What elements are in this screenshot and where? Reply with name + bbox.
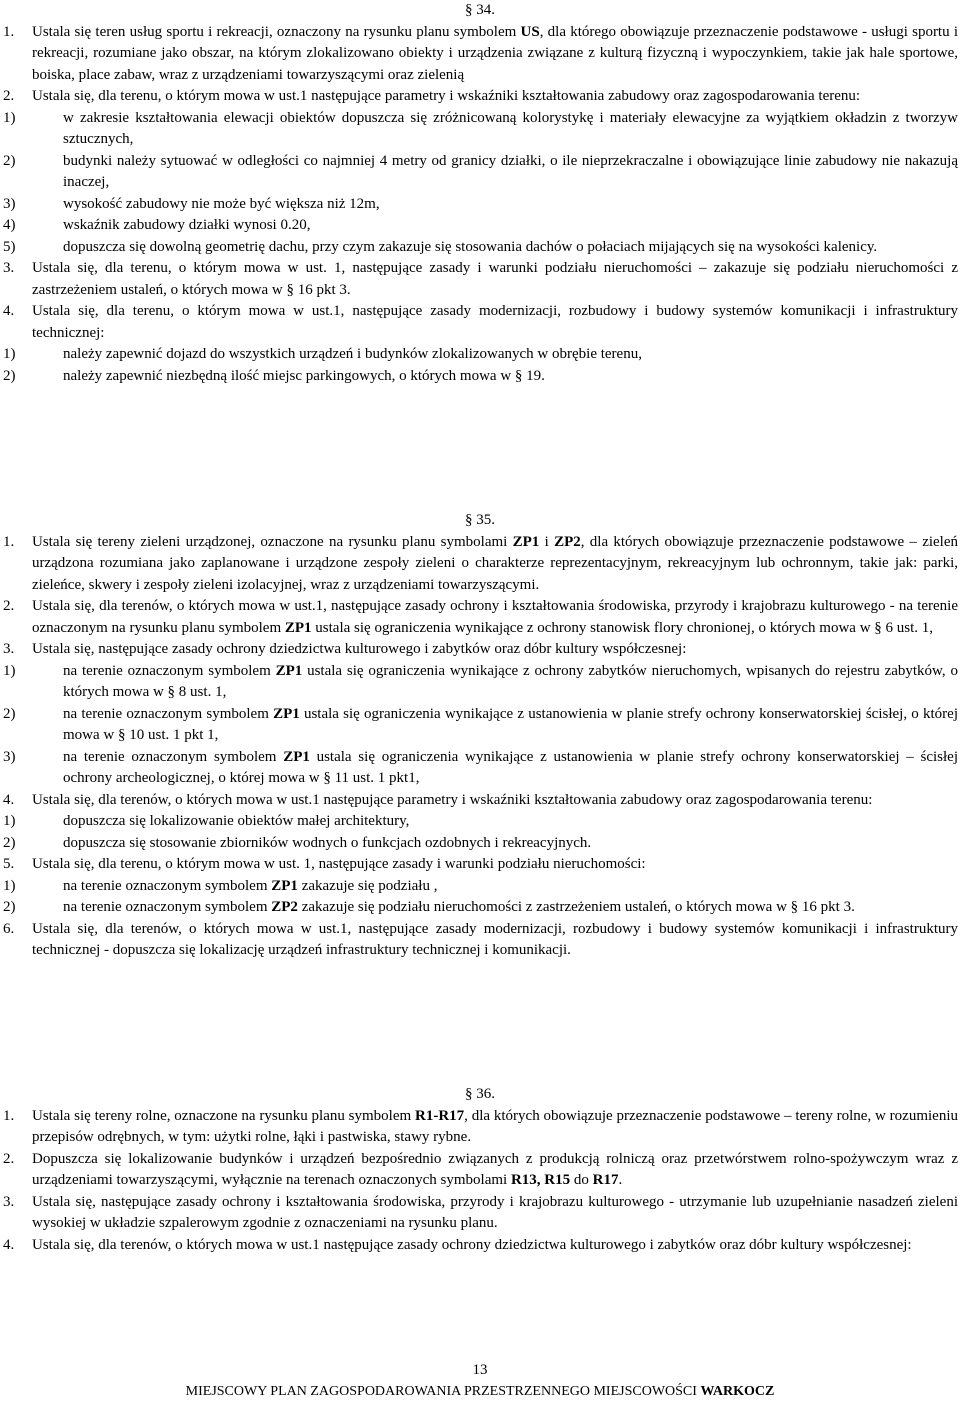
paragraph <box>0 532 960 597</box>
paragraph <box>0 639 960 661</box>
paragraph-number: 5. <box>3 856 15 872</box>
subpoint-number: 2) <box>3 152 16 169</box>
text-run: na terenie oznaczonym symbolem <box>63 877 272 894</box>
paragraph-number: 3. <box>3 260 15 276</box>
paragraph <box>0 596 960 639</box>
paragraph <box>0 258 960 301</box>
paragraph <box>0 854 960 876</box>
subpoint <box>0 661 960 704</box>
subpoint <box>0 833 960 855</box>
symbol-bold: ZP1 <box>284 619 312 636</box>
text-run: Ustala się, następujące zasady ochrony i kształtowania środowiska, przyrody i krajobrazu kulturowego - utrzymanie lub uzupełnianie nasadzeń zieleni wysokiej w układzie szpalerowym zgodnie z oznaczeniami na rysunku planu. <box>32 1193 958 1231</box>
subpoint-number: 4) <box>3 217 16 233</box>
text-run: na terenie oznaczonym symbolem <box>63 662 276 679</box>
text-run: Ustala się, dla terenów, o których mowa w ust.1, następujące zasady modernizacji, rozbudowy i budowy systemów komunikacji i infrastruktury technicznej - dopuszcza się lokalizację urządzeń infrastruktury technicznej i komunikacji. <box>32 920 958 958</box>
subpoint <box>0 897 960 919</box>
subpoint-number: 2) <box>3 705 16 722</box>
subpoint-number: 1) <box>3 662 16 679</box>
paragraph <box>0 1149 960 1192</box>
subpoint <box>0 151 960 194</box>
text-run: Ustala się, następujące zasady ochrony dziedzictwa kulturowego i zabytków oraz dóbr kultury współczesnej: <box>32 641 687 657</box>
symbol-bold: ZP1 <box>283 748 310 765</box>
text-run: zakazuje się podziału , <box>297 877 438 894</box>
text-run: Dopuszcza się lokalizowanie budynków i urządzeń bezpośrednio związanych z produkcją rolniczą oraz przetwórstwem rolno-spożywczym wraz z urządzeniami towarzyszącymi, wyłącznie na terenach oznaczonych symbolami <box>32 1150 958 1188</box>
text-run: należy zapewnić niezbędną ilość miejsc parkingowych, o których mowa w § 19. <box>63 367 545 384</box>
text-run: Ustala się, dla terenu, o którym mowa w ust.1 następujące parametry i wskaźniki kształtowania zabudowy oraz zagospodarowania terenu: <box>32 88 861 104</box>
subpoint <box>0 704 960 747</box>
text-run: Ustala się, dla terenów, o których mowa w ust.1 następujące parametry i wskaźniki kształtowania zabudowy oraz zagospodarowania terenu: <box>32 791 873 808</box>
section-heading: § 36. <box>465 1086 495 1102</box>
subpoint-number: 2) <box>3 367 16 384</box>
symbol-bold: R17 <box>592 1172 619 1188</box>
paragraph <box>0 1106 960 1149</box>
plan-title-prefix: MIEJSCOWY PLAN ZAGOSPODAROWANIA PRZESTRZENNEGO MIEJSCOWOŚCI <box>185 1384 701 1399</box>
subpoint <box>0 811 960 833</box>
text-run: dopuszcza się dowolną geometrię dachu, przy czym zakazuje się stosowania dachów o połaciach mijających się na wysokości kalenicy. <box>63 238 878 255</box>
paragraph-number: 2. <box>3 598 15 614</box>
text-run: ustala się ograniczenia wynikające z ochrony stanowisk flory chronionej, o których mowa w § 6 ust. 1, <box>311 619 934 636</box>
plan-title-place: WARKOCZ <box>700 1384 775 1399</box>
subpoint-number: 3) <box>3 195 16 212</box>
subpoint <box>0 215 960 237</box>
plan-title-footer <box>0 1381 960 1403</box>
text-run: Ustala się, dla terenu, o którym mowa w ust. 1, następujące zasady i warunki podziału nieruchomości: <box>32 856 646 872</box>
paragraph-number: 1. <box>3 533 15 550</box>
symbol-bold: ZP1 <box>512 533 540 550</box>
text-run: . <box>618 1172 623 1188</box>
section-35 <box>0 510 960 962</box>
subpoint <box>0 876 960 898</box>
text-run: , dla którego obowiązuje przeznaczenie podstawowe - usługi sportu i rekreacji, rozumiane jako obszar, na którym zlokalizowano obiekty i urządzenia związane z kulturą fizyczną i wypoczynkiem, takie jak hale sportowe, boiska, place zabaw, wraz z urządzeniami towarzyszącymi oraz zielenią <box>32 23 958 83</box>
text-run: na terenie oznaczonym symbolem <box>63 748 284 765</box>
subpoint-number: 1) <box>3 346 16 362</box>
text-run: ustala się ograniczenia wynikające z ochrony zabytków nieruchomych, wpisanych do rejestru zabytków, o których mowa w § 8 ust. 1, <box>63 662 958 700</box>
text-run: ustala się ograniczenia wynikające z ustanowienia w planie strefy ochrony konserwatorskiej ścisłej, o której mowa w § 10 ust. 1 pkt 1, <box>63 705 958 743</box>
subpoint-number: 1) <box>3 813 16 829</box>
paragraph-number: 3. <box>3 1193 15 1210</box>
text-run: dopuszcza się stosowanie zbiorników wodnych o funkcjach ozdobnych i rekreacyjnych. <box>63 834 592 851</box>
text-run: Ustala się, dla terenu, o którym mowa w ust. 1, następujące zasady i warunki podziału nieruchomości – zakazuje się podziału nieruchomości z zastrzeżeniem ustaleń, o których mowa w § 16 pkt 3. <box>32 260 958 298</box>
paragraph-number: 2. <box>3 1150 15 1167</box>
subpoint <box>0 194 960 216</box>
paragraph-number: 2. <box>3 88 15 104</box>
text-run: Ustala się, dla terenów, o których mowa w ust.1 następujące zasady ochrony dziedzictwa kulturowego i zabytków oraz dóbr kultury współczesnej: <box>32 1236 912 1253</box>
text-run: Ustala się, dla terenów, o których mowa w ust.1, następujące zasady ochrony i kształtowania środowiska, przyrody i krajobrazu kulturowego - na terenie oznaczonym na rysunku planu symbolem <box>32 598 958 636</box>
subpoint <box>0 237 960 259</box>
text-run: Ustala się tereny rolne, oznaczone na rysunku planu symbolem <box>32 1107 415 1124</box>
page-number: 13 <box>472 1362 488 1378</box>
symbol-bold: ZP1 <box>271 877 298 894</box>
symbol-bold: R13, R15 <box>510 1172 571 1188</box>
symbol-bold: US <box>520 23 540 40</box>
subpoint-number: 3) <box>3 748 16 765</box>
text-run: wysokość zabudowy nie może być większa niż 12m, <box>63 195 380 212</box>
subpoint <box>0 344 960 366</box>
paragraph-number: 6. <box>3 920 15 937</box>
text-run: Ustala się teren usług sportu i rekreacji, oznaczony na rysunku planu symbolem <box>32 23 521 40</box>
subpoint-number: 5) <box>3 238 16 255</box>
text-run: zakazuje się podziału nieruchomości z zastrzeżeniem ustaleń, o których mowa w § 16 pkt 3. <box>297 899 855 915</box>
subpoint-number: 1) <box>3 109 16 126</box>
paragraph <box>0 22 960 87</box>
section-heading: § 35. <box>465 512 495 528</box>
subpoint-number: 1) <box>3 877 16 894</box>
paragraph <box>0 919 960 962</box>
text-run: Ustala się tereny zieleni urządzonej, oznaczone na rysunku planu symbolami <box>32 533 513 550</box>
paragraph-number: 1. <box>3 1107 15 1124</box>
text-run: w zakresie kształtowania elewacji obiektów dopuszcza się zróżnicowaną kolorystykę i materiały elewacyjne za wyjątkiem okładzin z tworzyw sztucznych, <box>63 109 958 147</box>
subpoint-number: 2) <box>3 834 16 851</box>
subpoint <box>0 108 960 151</box>
text-run: i <box>539 533 555 550</box>
text-run: dopuszcza się lokalizowanie obiektów małej architektury, <box>63 813 410 829</box>
paragraph <box>0 301 960 344</box>
paragraph-number: 4. <box>3 1236 15 1253</box>
section-34 <box>0 0 960 387</box>
text-run: należy zapewnić dojazd do wszystkich urządzeń i budynków zlokalizowanych w obrębie terenu, <box>63 346 642 362</box>
text-run: Ustala się, dla terenu, o którym mowa w ust.1, następujące zasady modernizacji, rozbudowy i budowy systemów komunikacji i infrastruktury technicznej: <box>32 303 958 341</box>
paragraph <box>0 1235 960 1257</box>
paragraph-number: 3. <box>3 641 15 657</box>
text-run: wskaźnik zabudowy działki wynosi 0.20, <box>63 217 311 233</box>
text-run: , dla których obowiązuje przeznaczenie podstawowe – zieleń urządzona rozumiana jako zaplanowane i urządzone zespoły zieleni o charakterze reprezentacyjnym, rekreacyjnym lub ochronnym, takie jak: parki, zieleńce, skwery i zespoły zieleni izolacyjnej, wraz z urządzeniami towarzyszącymi. <box>32 533 959 593</box>
text-run: na terenie oznaczonym symbolem <box>63 705 274 722</box>
paragraph <box>0 86 960 108</box>
text-run: na terenie oznaczonym symbolem <box>63 899 272 915</box>
paragraph-number: 4. <box>3 791 15 808</box>
text-run: do <box>570 1172 593 1188</box>
symbol-bold: ZP2 <box>554 533 581 550</box>
section-heading: § 34. <box>465 2 495 18</box>
subpoint <box>0 747 960 790</box>
subpoint <box>0 366 960 388</box>
subpoint-number: 2) <box>3 899 16 915</box>
symbol-bold: ZP1 <box>273 705 300 722</box>
text-run: , dla których obowiązuje przeznaczenie podstawowe – tereny rolne, w rozumieniu przepisów odrębnych, w tym: użytki rolne, łąki i pastwiska, stawy rybne. <box>32 1107 958 1145</box>
paragraph <box>0 790 960 812</box>
section-36 <box>0 1084 960 1256</box>
paragraph-number: 1. <box>3 23 15 40</box>
paragraph-number: 4. <box>3 303 15 319</box>
text-run: budynki należy sytuować w odległości co najmniej 4 metry od granicy działki, o ile nieprzekraczalne i obowiązujące linie zabudowy nie nakazują inaczej, <box>63 152 958 190</box>
symbol-bold: ZP1 <box>275 662 303 679</box>
paragraph <box>0 1192 960 1235</box>
symbol-bold: R1-R17 <box>415 1107 465 1124</box>
text-run: ustala się ograniczenia wynikające z ustanowienia w planie strefy ochrony konserwatorskiej – ścisłej ochrony archeologicznej, o której mowa w § 11 ust. 1 pkt1, <box>63 748 958 786</box>
symbol-bold: ZP2 <box>271 899 298 915</box>
